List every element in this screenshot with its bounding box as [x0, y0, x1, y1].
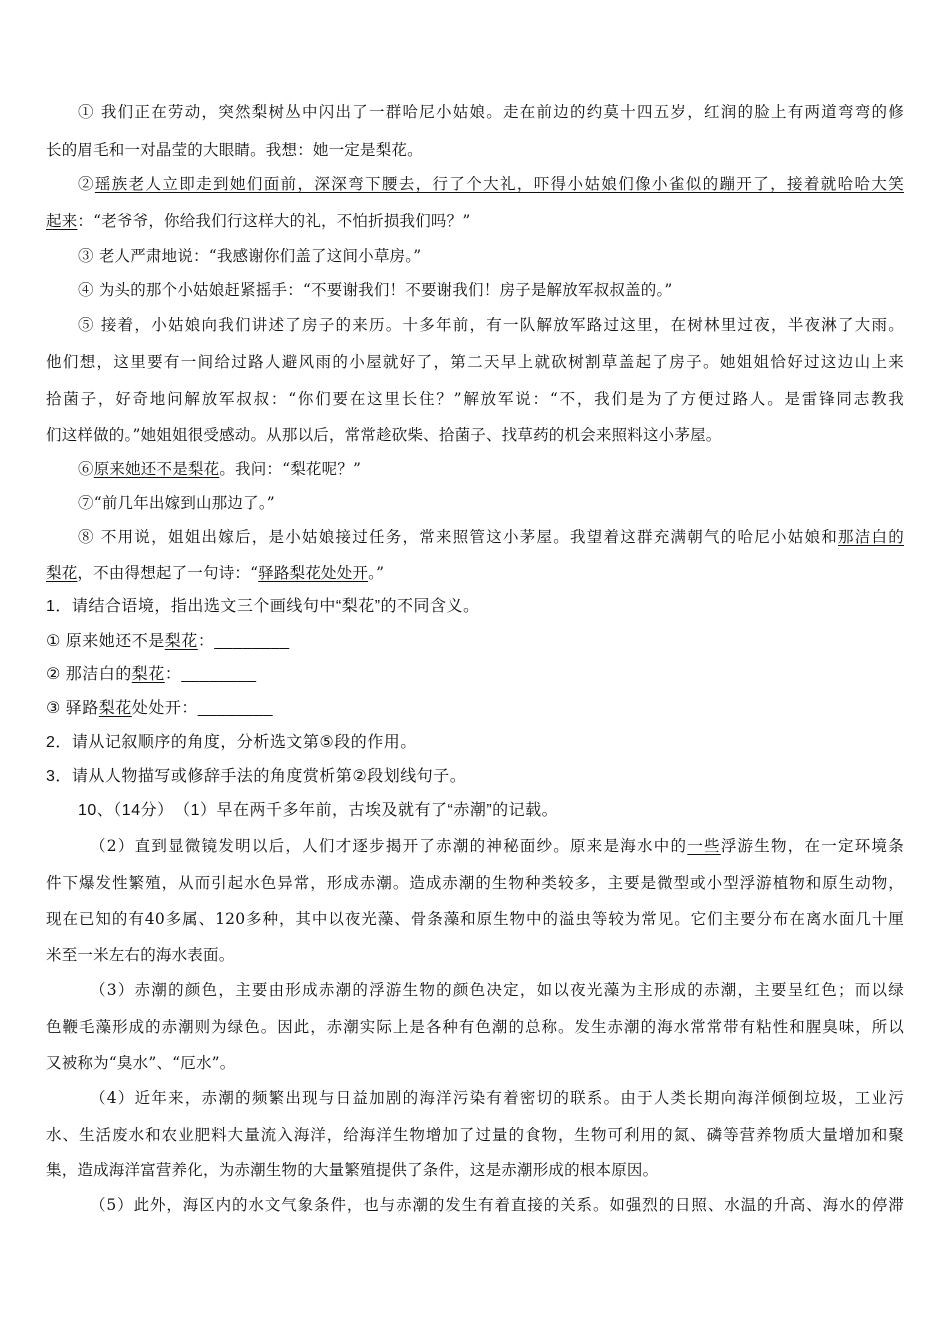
question-1: 1．请结合语境，指出选文三个画线句中“梨花”的不同含义。: [46, 598, 480, 615]
section-10-para-4-line-1: （4）近年来，赤潮的频繁出现与日益加剧的海洋污染有着密切的联系。由于人类长期向海洋倾倒垃圾，工业污: [90, 1089, 904, 1107]
section-10-para-2-line-1: [90, 836, 904, 856]
underlined-sentence-end: 起来: [46, 212, 78, 230]
paragraph-2-line-2: [46, 211, 904, 231]
item-keyword: 梨花: [98, 700, 132, 717]
paragraph-8-text: ，不由得想起了一句诗：“: [77, 564, 259, 582]
paragraph-text: 浮游生物，在一定环境条: [720, 837, 904, 855]
question-2: 2．请从记叙顺序的角度，分析选文第⑤段的作用。: [46, 734, 417, 751]
paragraph-7: ⑦“前几年出嫁到山那边了。”: [78, 494, 275, 512]
section-10-para-4-line-3: 集，造成海洋富营养化，为赤潮生物的大量繁殖提供了条件，这是赤潮形成的根本原因。: [46, 1161, 659, 1179]
paragraph-2-text: ：“老爷爷，你给我们行这样大的礼，不怕折损我们吗？”: [77, 212, 471, 230]
paragraph-number: ②: [78, 175, 95, 193]
answer-blank: ：________: [197, 633, 290, 650]
section-10-para-2-line-3: 现在已知的有40多属、120多种，其中以夜光藻、骨条藻和原生物中的溢虫等较为常见。它们主要分布在离水面几十厘: [46, 910, 904, 928]
underlined-sentence: 瑶族老人立即走到她们面前，深深弯下腰去，行了个大礼，吓得小姑娘们像小雀似的蹦开了，接着就哈哈大笑: [94, 175, 905, 193]
underlined-poem: 驿路梨花处处开: [258, 564, 369, 582]
question-1-item-3: [46, 699, 904, 719]
answer-blank: ：________: [164, 666, 257, 683]
section-10-para-3-line-1: （3）赤潮的颜色，主要由形成赤潮的浮游生物的颜色决定，如以夜光藻为主形成的赤潮，主要呈红色；而以绿: [90, 981, 904, 999]
paragraph-4: ④ 为头的那个小姑娘赶紧摇手：“不要谢我们！不要谢我们！房子是解放军叔叔盖的。”: [78, 281, 673, 299]
question-1-item-2: [46, 665, 904, 685]
item-text: ③ 驿路: [46, 700, 99, 717]
paragraph-2-line-1: [78, 174, 904, 194]
answer-blank: 处处开：________: [131, 700, 274, 717]
section-10-para-4-line-2: 水、生活废水和农业肥料大量流入海洋，给海洋生物增加了过量的食物，生物可利用的氮、磷等营养物质大量增加和聚: [46, 1126, 904, 1144]
section-10-para-2-line-4: 米至一米左右的海水表面。: [46, 946, 235, 964]
item-keyword: 梨花: [164, 633, 198, 650]
section-10-para-3-line-3: 又被称为“臭水”、“厄水”。: [46, 1054, 236, 1072]
section-10-para-2-line-2: 件下爆发性繁殖，从而引起水色异常，形成赤潮。造成赤潮的生物种类较多，主要是微型或小型浮游植物和原生动物，: [46, 874, 904, 892]
paragraph-8-line-2: [46, 563, 904, 583]
underlined-phrase: 那洁白的: [838, 528, 904, 546]
paragraph-number: ⑥: [78, 460, 94, 478]
section-10-heading: 10、（14分） （1）早在两千多年前，古埃及就有了“赤潮”的记载。: [78, 802, 559, 819]
paragraph-5-line-4: 们这样做的。”她姐姐很受感动。从那以后，常常趁砍柴、拾菌子、找草药的机会来照料这小茅屋。: [46, 426, 722, 444]
question-3: 3．请从人物描写或修辞手法的角度赏析第②段划线句子。: [46, 768, 467, 785]
paragraph-3: ③ 老人严肃地说：“我感谢你们盖了这间小草房。”: [78, 247, 422, 265]
question-1-item-1: [46, 632, 904, 652]
underlined-phrase: 原来她还不是梨花: [93, 460, 220, 478]
paragraph-5-line-1: ⑤ 接着，小姑娘向我们讲述了房子的来历。十多年前，有一队解放军路过这里，在树林里过夜，半夜淋了大雨。: [78, 316, 904, 334]
item-text: ① 原来她还不是: [46, 633, 165, 650]
paragraph-8-text: 。”: [368, 564, 385, 582]
paragraph-1-line-2: 长的眉毛和一对晶莹的大眼睛。我想：她一定是梨花。: [46, 141, 423, 159]
paragraph-1-line-1: ① 我们正在劳动，突然梨树丛中闪出了一群哈尼小姑娘。走在前边的约莫十四五岁，红润的脸上有两道弯弯的修: [78, 103, 904, 121]
item-text: ② 那洁白的: [46, 666, 132, 683]
section-10-para-5-line-1: （5）此外，海区内的水文气象条件，也与赤潮的发生有着直接的关系。如强烈的日照、水温的升高、海水的停滞: [90, 1196, 904, 1214]
paragraph-8-text: ⑧ 不用说，姐姐出嫁后，是小姑娘接过任务，常来照管这小茅屋。我望着这群充满朝气的哈尼小姑娘和: [78, 528, 839, 546]
item-keyword: 梨花: [131, 666, 165, 683]
paragraph-5-line-2: 他们想，这里要有一间给过路人避风雨的小屋就好了，第二天早上就砍树割草盖起了房子。她姐姐恰好过这边山上来: [46, 353, 904, 371]
section-10-para-3-line-2: 色鞭毛藻形成的赤潮则为绿色。因此，赤潮实际上是各种有色潮的总称。发生赤潮的海水常常带有粘性和腥臭味，所以: [46, 1018, 904, 1036]
paragraph-6-text: 。我问：“梨花呢？”: [219, 460, 362, 478]
paragraph-6: [78, 459, 904, 479]
underlined-word: 一些: [687, 837, 721, 855]
paragraph-text: （2）直到显微镜发明以后，人们才逐步揭开了赤潮的神秘面纱。原来是海水中的: [90, 837, 688, 855]
paragraph-5-line-3: 拾菌子，好奇地问解放军叔叔：“你们要在这里长住？”解放军说：“不，我们是为了方便过路人。是雷锋同志教我: [46, 390, 904, 408]
underlined-phrase: 梨花: [46, 564, 78, 582]
paragraph-8-line-1: [78, 527, 904, 547]
